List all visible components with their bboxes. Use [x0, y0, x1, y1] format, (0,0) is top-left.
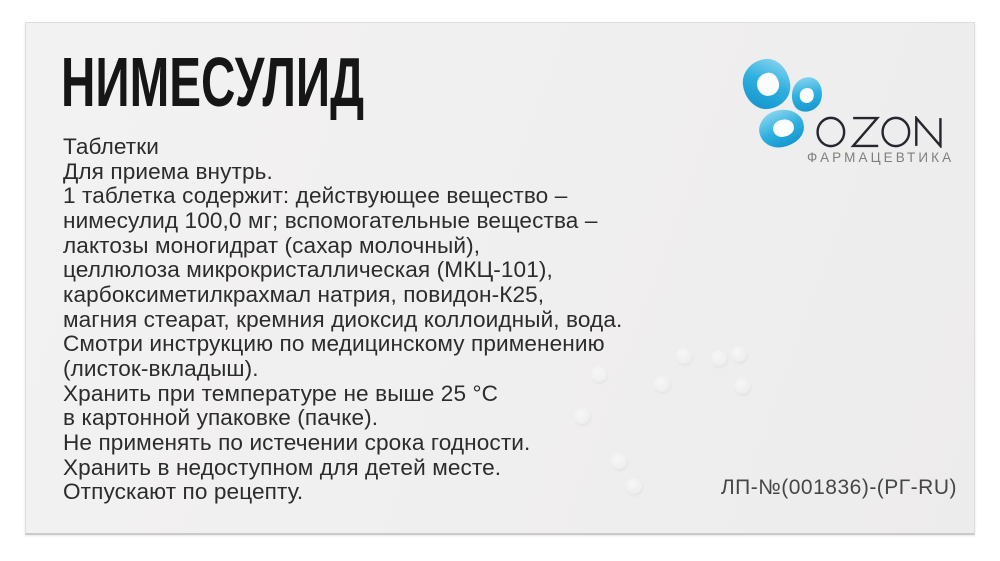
label-line: карбоксиметилкрахмал натрия, повидон-К25,: [63, 281, 545, 307]
label-line: 1 таблетка содержит: действующее вещество –: [63, 183, 568, 209]
label-line: в картонной упаковке (пачке).: [63, 405, 379, 431]
ozon-subtitle: ФАРМАЦЕВТИКА: [807, 150, 955, 165]
ozon-wordmark: [816, 116, 946, 148]
package-card: [25, 22, 975, 535]
label-line: целлюлоза микрокристаллическая (МКЦ-101),: [63, 257, 553, 283]
label-line: Смотри инструкцию по медицинскому применению: [63, 331, 605, 357]
label-line: (листок-вкладыш).: [63, 355, 259, 381]
ozon-droplet-large-icon: [740, 56, 793, 111]
label-line: Хранить в недоступном для детей месте.: [63, 454, 502, 480]
product-title: НИМЕСУЛИД: [61, 43, 365, 121]
label-line: Таблетки: [63, 134, 159, 159]
label-line: нимесулид 100,0 мг; вспомогательные вещества –: [63, 207, 598, 233]
ozon-droplet-small-icon: [788, 74, 826, 115]
label-line: Не применять по истечении срока годности.: [63, 429, 531, 455]
label-text: [63, 135, 622, 505]
braille-embossing: [566, 318, 786, 488]
label-line: Отпускают по рецепту.: [63, 479, 304, 505]
ozon-droplet-medium-icon: [756, 106, 807, 150]
label-line: магния стеарат, кремния диоксид коллоидный, вода.: [63, 306, 623, 332]
label-line: Хранить при температуре не выше 25 °С: [63, 380, 499, 406]
label-line: лактозы моногидрат (сахар молочный),: [63, 232, 481, 258]
registration-number: ЛП-№(001836)-(РГ-RU): [720, 476, 957, 499]
label-line: Для приема внутрь.: [63, 158, 273, 184]
